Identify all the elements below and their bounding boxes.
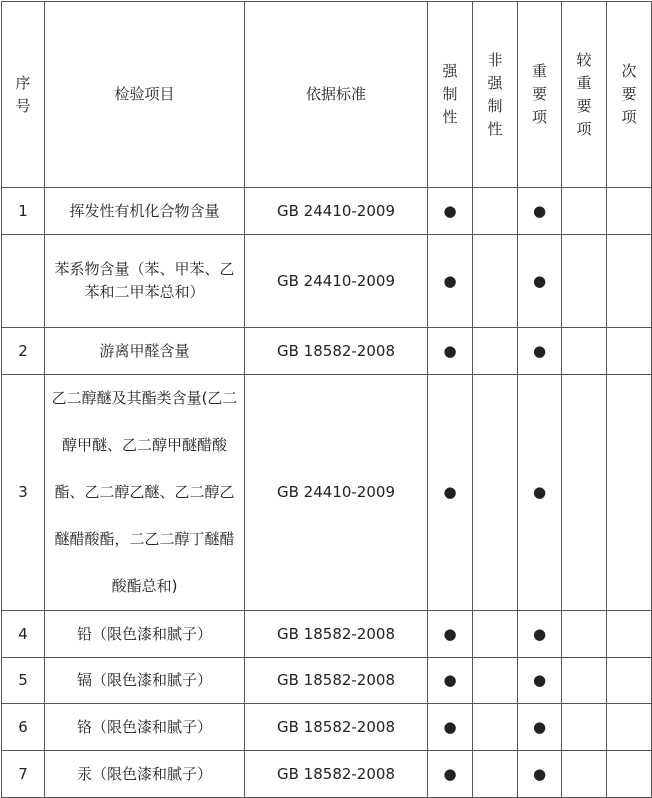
row-important-mark: ● <box>518 704 562 751</box>
header-char: 次 <box>621 62 637 80</box>
row-fairly-important-mark <box>562 328 607 375</box>
header-char: 制 <box>442 85 458 103</box>
header-char: 强 <box>442 62 458 80</box>
row-minor-mark <box>607 375 652 611</box>
row-minor-mark <box>607 611 652 658</box>
row-item: 挥发性有机化合物含量 <box>45 188 245 235</box>
row-seq: 5 <box>2 658 45 704</box>
row-fairly-important-mark <box>562 235 607 328</box>
table-row <box>2 328 652 375</box>
table-row <box>2 751 652 798</box>
row-seq: 6 <box>2 704 45 751</box>
table-row <box>2 704 652 751</box>
row-non-mandatory-mark <box>473 658 518 704</box>
header-char: 要 <box>531 85 547 103</box>
header-char: 制 <box>487 96 503 115</box>
header-char: 项 <box>531 108 547 126</box>
row-important-mark: ● <box>518 235 562 328</box>
row-standard: GB 18582-2008 <box>245 611 428 658</box>
header-important <box>518 2 562 188</box>
row-standard: GB 18582-2008 <box>245 704 428 751</box>
row-seq: 3 <box>2 375 45 611</box>
row-item: 铅（限色漆和腻子） <box>45 611 245 658</box>
header-item: 检验项目 <box>45 2 245 188</box>
row-item: 铬（限色漆和腻子） <box>45 704 245 751</box>
row-item: 游离甲醛含量 <box>45 328 245 375</box>
header-char: 强 <box>487 73 503 92</box>
row-non-mandatory-mark <box>473 235 518 328</box>
row-standard: GB 24410-2009 <box>245 188 428 235</box>
row-standard: GB 18582-2008 <box>245 328 428 375</box>
row-standard: GB 18582-2008 <box>245 658 428 704</box>
header-standard: 依据标准 <box>245 2 428 188</box>
row-mandatory-mark: ● <box>428 188 473 235</box>
header-row <box>2 2 652 188</box>
row-non-mandatory-mark <box>473 188 518 235</box>
header-char: 性 <box>442 108 458 126</box>
row-fairly-important-mark <box>562 375 607 611</box>
row-important-mark: ● <box>518 658 562 704</box>
row-important-mark: ● <box>518 611 562 658</box>
table-row <box>2 375 652 611</box>
header-char: 要 <box>576 96 592 115</box>
row-minor-mark <box>607 235 652 328</box>
row-item: 汞（限色漆和腻子） <box>45 751 245 798</box>
row-seq: 1 <box>2 188 45 235</box>
row-important-mark: ● <box>518 188 562 235</box>
row-mandatory-mark: ● <box>428 611 473 658</box>
header-mandatory <box>428 2 473 188</box>
row-fairly-important-mark <box>562 188 607 235</box>
row-standard: GB 24410-2009 <box>245 375 428 611</box>
header-minor <box>607 2 652 188</box>
header-char: 重 <box>576 73 592 92</box>
row-non-mandatory-mark <box>473 704 518 751</box>
header-char: 号 <box>15 96 31 115</box>
row-non-mandatory-mark <box>473 375 518 611</box>
table-row <box>2 188 652 235</box>
row-minor-mark <box>607 658 652 704</box>
row-minor-mark <box>607 704 652 751</box>
row-mandatory-mark: ● <box>428 235 473 328</box>
row-seq <box>2 235 45 328</box>
row-mandatory-mark: ● <box>428 704 473 751</box>
row-fairly-important-mark <box>562 658 607 704</box>
row-important-mark: ● <box>518 751 562 798</box>
header-char: 项 <box>621 108 637 126</box>
header-fairly-important <box>562 2 607 188</box>
row-important-mark: ● <box>518 328 562 375</box>
header-seq <box>2 2 45 188</box>
header-char: 较 <box>576 50 592 69</box>
table-row <box>2 658 652 704</box>
row-minor-mark <box>607 328 652 375</box>
row-standard: GB 18582-2008 <box>245 751 428 798</box>
row-mandatory-mark: ● <box>428 658 473 704</box>
row-non-mandatory-mark <box>473 328 518 375</box>
row-standard: GB 24410-2009 <box>245 235 428 328</box>
row-item: 苯系物含量（苯、甲苯、乙苯和二甲苯总和） <box>45 235 245 328</box>
row-important-mark: ● <box>518 375 562 611</box>
header-char: 项 <box>576 119 592 138</box>
table-row <box>2 235 652 328</box>
row-seq: 7 <box>2 751 45 798</box>
inspection-table <box>1 1 652 798</box>
row-seq: 2 <box>2 328 45 375</box>
row-mandatory-mark: ● <box>428 751 473 798</box>
row-fairly-important-mark <box>562 751 607 798</box>
header-char: 性 <box>487 119 503 138</box>
header-char: 要 <box>621 85 637 103</box>
row-item: 镉（限色漆和腻子） <box>45 658 245 704</box>
header-non-mandatory <box>473 2 518 188</box>
header-char: 非 <box>487 50 503 69</box>
row-fairly-important-mark <box>562 611 607 658</box>
row-mandatory-mark: ● <box>428 375 473 611</box>
row-item: 乙二醇醚及其酯类含量(乙二醇甲醚、乙二醇甲醚醋酸酯、乙二醇乙醚、乙二醇乙醚醋酸酯，二乙二醇丁醚醋酸酯总和) <box>45 375 245 611</box>
row-fairly-important-mark <box>562 704 607 751</box>
row-non-mandatory-mark <box>473 751 518 798</box>
row-minor-mark <box>607 751 652 798</box>
table-row <box>2 611 652 658</box>
row-minor-mark <box>607 188 652 235</box>
row-mandatory-mark: ● <box>428 328 473 375</box>
header-char: 重 <box>531 62 547 80</box>
row-non-mandatory-mark <box>473 611 518 658</box>
row-seq: 4 <box>2 611 45 658</box>
header-char: 序 <box>15 73 31 92</box>
